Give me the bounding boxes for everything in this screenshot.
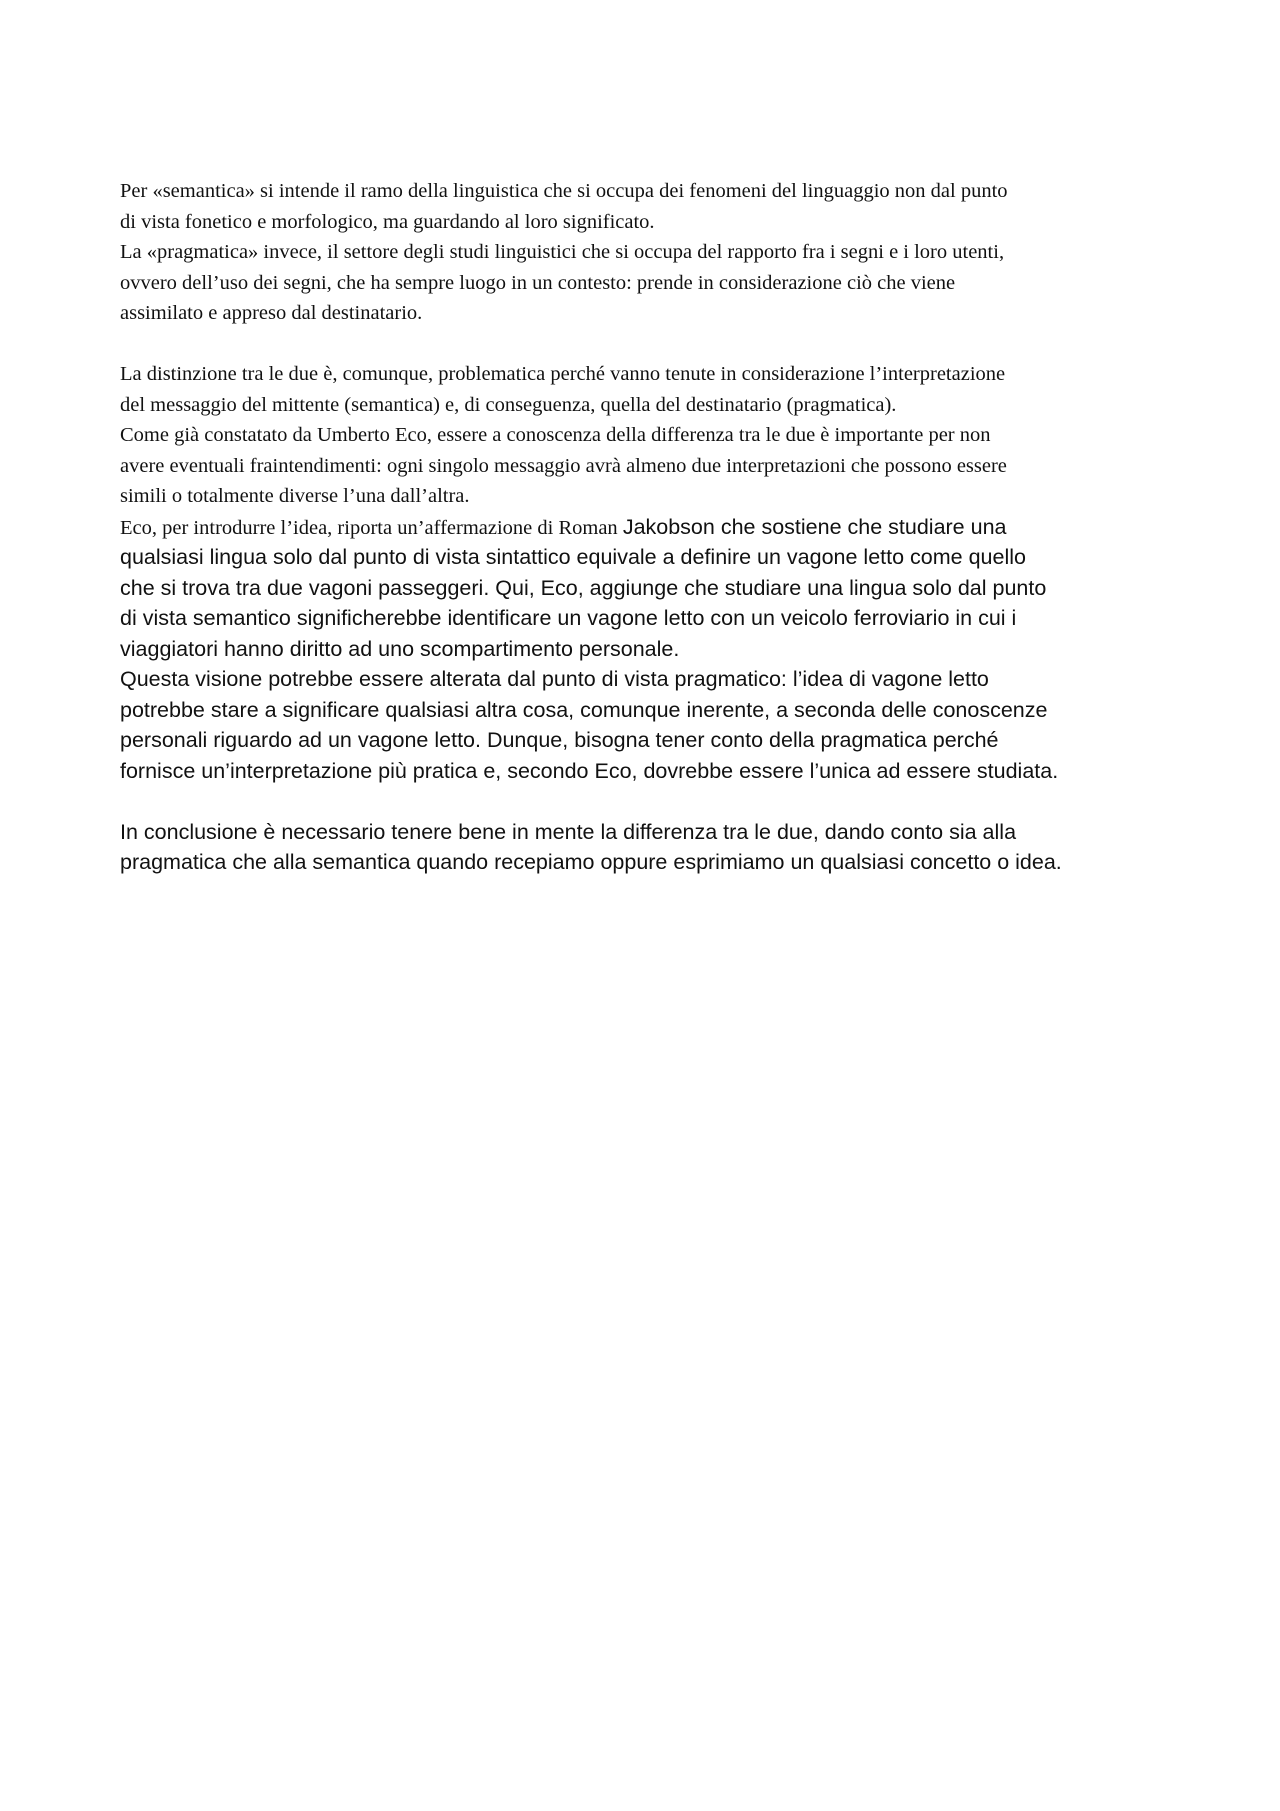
text-line: fornisce un’interpretazione più pratica e, secondo Eco, dovrebbe essere l’unica ad essere studiata. xyxy=(120,758,1059,783)
text-line: Come già constatato da Umberto Eco, essere a conoscenza della differenza tra le due è importante per non xyxy=(120,424,991,446)
text-line: In conclusione è necessario tenere bene in mente la differenza tra le due, dando conto sia alla xyxy=(120,819,1017,844)
paragraph-break xyxy=(120,786,1170,817)
text-line: ovvero dell’uso dei segni, che ha sempre luogo in un contesto: prende in considerazione ciò che viene xyxy=(120,271,956,294)
text-line: personali riguardo ad un vagone letto. Dunque, bisogna tener conto della pragmatica perché xyxy=(120,728,999,752)
text-segment-sans: Jakobson che sostiene che studiare una xyxy=(622,514,1007,539)
text-line: che si trova tra due vagoni passeggeri. Qui, Eco, aggiunge che studiare una lingua solo dal punto xyxy=(120,575,1047,600)
text-line: La distinzione tra le due è, comunque, problematica perché vanno tenute in considerazione l’interpretazione xyxy=(120,363,1006,385)
text-line: pragmatica che alla semantica quando recepiamo oppure esprimiamo un qualsiasi concetto o idea. xyxy=(120,850,1062,874)
document-body xyxy=(120,176,1170,878)
text-line: Questa visione potrebbe essere alterata dal punto di vista pragmatico: l’idea di vagone letto xyxy=(120,667,989,691)
text-line: di vista fonetico e morfologico, ma guardando al loro significato. xyxy=(120,210,655,233)
text-line: di vista semantico significherebbe identificare un vagone letto con un veicolo ferroviario in cui i xyxy=(120,606,1017,630)
text-line: del messaggio del mittente (semantica) e, di conseguenza, quella del destinatario (pragmatica). xyxy=(120,393,897,416)
paragraph-break xyxy=(120,329,1170,360)
text-line: potrebbe stare a significare qualsiasi altra cosa, comunque inerente, a seconda delle conoscenze xyxy=(120,697,1048,722)
text-line: qualsiasi lingua solo dal punto di vista sintattico equivale a definire un vagone letto come quello xyxy=(120,545,1026,569)
text-line: simili o totalmente diverse l’una dall’altra. xyxy=(120,485,470,507)
text-segment-serif: Eco, per introdurre l’idea, riporta un’affermazione di Roman xyxy=(120,516,623,539)
text-line: viaggiatori hanno diritto ad uno scompartimento personale. xyxy=(120,636,680,661)
text-line: assimilato e appreso dal destinatario. xyxy=(120,302,423,324)
text-line: Per «semantica» si intende il ramo della linguistica che si occupa dei fenomeni del linguaggio non dal punto xyxy=(120,180,1008,202)
text-line-mixed xyxy=(120,512,1170,543)
text-line: La «pragmatica» invece, il settore degli studi linguistici che si occupa del rapporto fra i segni e i loro utenti, xyxy=(120,241,1005,263)
text-line: avere eventuali fraintendimenti: ogni singolo messaggio avrà almeno due interpretazioni che possono essere xyxy=(120,454,1007,477)
